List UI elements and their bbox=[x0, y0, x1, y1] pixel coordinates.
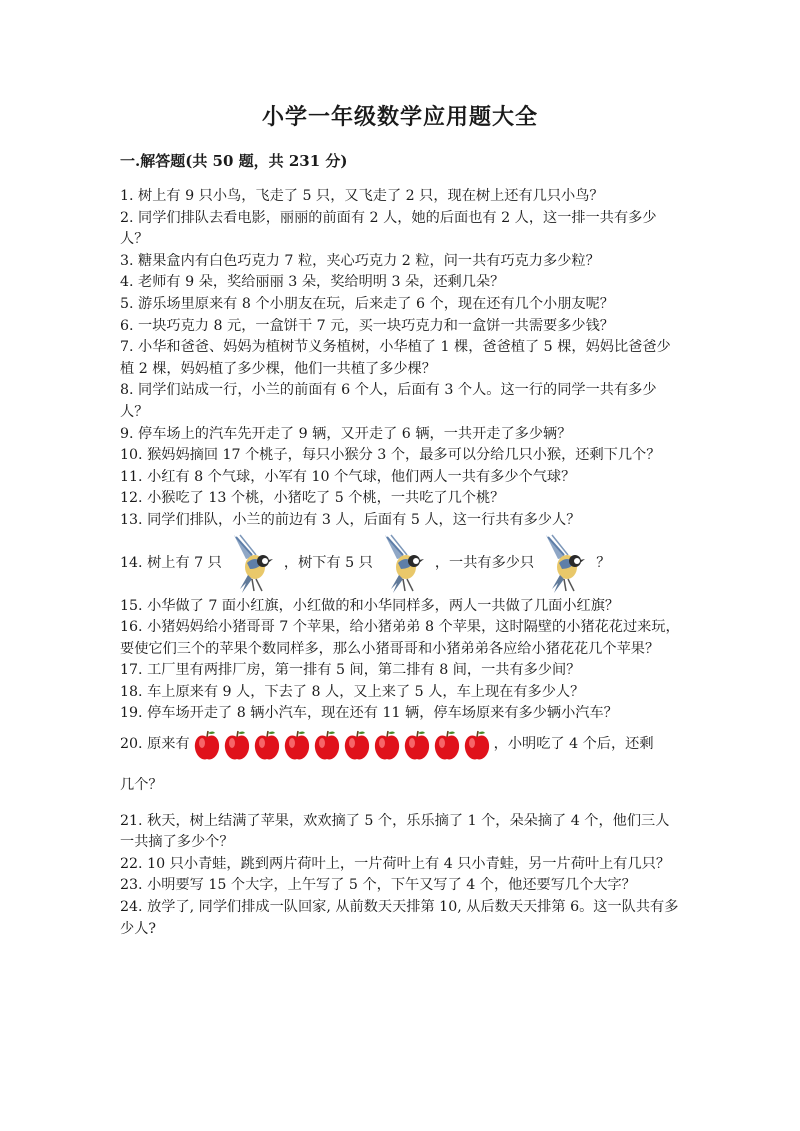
question-4: 4. 老师有 9 朵，奖给丽丽 3 朵，奖给明明 3 朵，还剩几朵？ bbox=[120, 274, 505, 291]
question-7: 7. 小华和爸爸、妈妈为植树节义务植树，小华植了 1 棵，爸爸植了 5 棵，妈妈比爸爸少植 2 棵，妈妈植了多少棵，他们一共植了多少棵？ bbox=[120, 339, 671, 377]
question-18: 18. 车上原来有 9 人，下去了 8 人，又上来了 5 人，车上现在有多少人？ bbox=[120, 683, 585, 700]
question-12: 12. 小猴吃了 13 个桃，小猪吃了 5 个桃，一共吃了几个桃？ bbox=[120, 490, 505, 507]
question-14-part4: ？ bbox=[596, 554, 611, 571]
question-2: 2. 同学们排队去看电影，丽丽的前面有 2 人，她的后面也有 2 人，这一排一共有多少人？ bbox=[120, 209, 657, 248]
apple-icon bbox=[283, 728, 311, 762]
question-20-part2: ，小明吃了 4 个后，还剩 bbox=[493, 736, 654, 753]
question-1: 1. 树上有 9 只小鸟，飞走了 5 只，又飞走了 2 只，现在树上还有几只小鸟？ bbox=[120, 188, 604, 204]
question-9: 9. 停车场上的汽车先开走了 9 辆，又开走了 6 辆，一共开走了多少辆？ bbox=[120, 425, 572, 442]
question-11: 11. 小红有 8 个气球，小军有 10 个气球，他们两人一共有多少个气球？ bbox=[120, 468, 576, 485]
apple-icon bbox=[433, 728, 461, 762]
question-13: 13. 同学们排队，小兰的前边有 3 人，后面有 5 人，这一行共有多少人？ bbox=[120, 511, 581, 528]
question-16: 16. 小猪妈妈给小猪哥哥 7 个苹果，给小猪弟弟 8 个苹果，这时隔壁的小猪花花过来玩，要使它们三个的苹果个数同样多，那么小猪哥哥和小猪弟弟各应给小猪花花几个苹果？ bbox=[120, 619, 680, 657]
apple-icon bbox=[463, 728, 491, 762]
question-20-tail: 几个？ bbox=[120, 777, 163, 794]
page-title: 小学一年级数学应用题大全 bbox=[261, 104, 538, 130]
question-21: 21. 秋天，树上结满了苹果，欢欢摘了 5 个，乐乐摘了 1 个，朵朵摘了 4 个，他们三人一共摘了多少个？ bbox=[120, 812, 670, 851]
question-20 bbox=[120, 725, 680, 765]
apple-group bbox=[192, 728, 492, 762]
apple-icon bbox=[253, 728, 281, 762]
question-5: 5. 游乐场里原来有 8 个小朋友在玩，后来走了 6 个，现在还有几个小朋友呢？ bbox=[120, 295, 614, 312]
apple-icon bbox=[373, 728, 401, 762]
apple-icon bbox=[343, 728, 371, 762]
question-14-part1: 14. 树上有 7 只 bbox=[120, 554, 222, 571]
question-19: 19. 停车场开走了 8 辆小汽车，现在还有 11 辆，停车场原来有多少辆小汽车？ bbox=[120, 705, 618, 722]
section-heading: 一.解答题(共 50 题，共 231 分) bbox=[120, 152, 348, 170]
question-20-part1: 20. 原来有 bbox=[120, 736, 190, 753]
question-17: 17. 工厂里有两排厂房，第一排有 5 间，第二排有 8 间，一共有多少间？ bbox=[120, 662, 581, 679]
apple-icon bbox=[313, 728, 341, 762]
question-10: 10. 猴妈妈摘回 17 个桃子，每只小猴分 3 个，最多可以分给几只小猴，还剩下几个？ bbox=[120, 447, 661, 464]
question-list bbox=[120, 186, 680, 940]
question-24: 24. 放学了, 同学们排成一队回家, 从前数天天排第 10, 从后数天天排第 6。这一队共有多少人? bbox=[120, 899, 679, 937]
question-23: 23. 小明要写 15 个大字，上午写了 5 个，下午又写了 4 个，他还要写几个大字？ bbox=[120, 877, 636, 894]
question-3: 3. 糖果盒内有白色巧克力 7 粒，夹心巧克力 2 粒，问一共有巧克力多少粒？ bbox=[120, 252, 600, 269]
question-14-part3: ，一共有多少只 bbox=[434, 554, 535, 571]
bird-icon bbox=[379, 533, 429, 595]
question-6: 6. 一块巧克力 8 元，一盒饼干 7 元，买一块巧克力和一盒饼一共需要多少钱？ bbox=[120, 317, 614, 334]
bird-icon bbox=[540, 533, 590, 595]
question-8: 8. 同学们站成一行，小兰的前面有 6 个人，后面有 3 个人。这一行的同学一共有多少人？ bbox=[120, 382, 657, 420]
apple-icon bbox=[403, 728, 431, 762]
question-15: 15. 小华做了 7 面小红旗，小红做的和小华同样多，两人一共做了几面小红旗？ bbox=[120, 597, 620, 614]
apple-icon bbox=[223, 728, 251, 762]
question-14-part2: ，树下有 5 只 bbox=[283, 554, 373, 571]
bird-icon bbox=[228, 533, 278, 595]
apple-icon bbox=[193, 728, 221, 762]
question-22: 22. 10 只小青蛙，跳到两片荷叶上，一片荷叶上有 4 只小青蛙，另一片荷叶上有几只？ bbox=[120, 855, 671, 872]
question-14 bbox=[120, 532, 680, 596]
